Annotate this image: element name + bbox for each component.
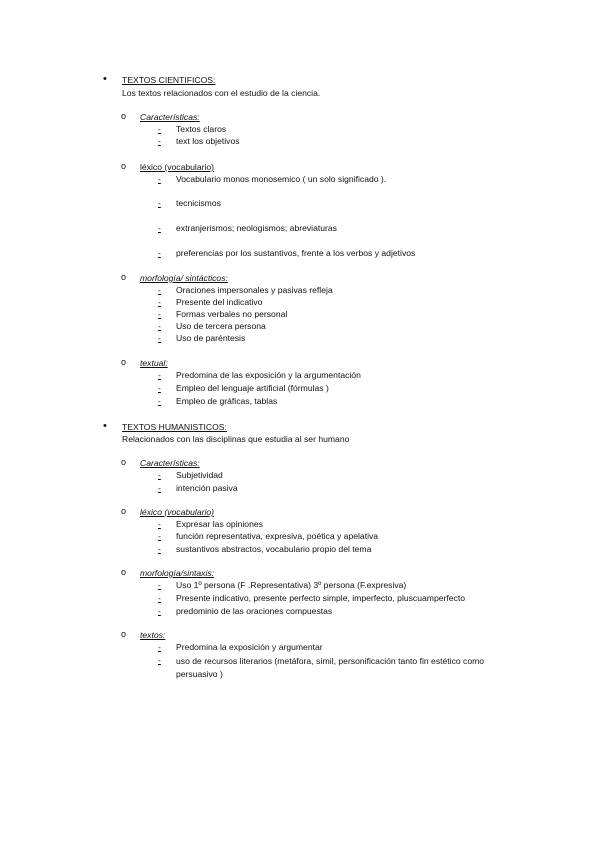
- item-text: Predomina la exposición y argumentar: [176, 642, 323, 652]
- item-text: sustantivos abstractos, vocabulario propio del tema: [176, 544, 372, 554]
- item-marker: -: [158, 531, 161, 541]
- item-text: text los objetivos: [176, 136, 240, 146]
- item-text: Presente indicativo, presente perfecto simple, imperfecto, pluscuamperfecto: [176, 593, 465, 603]
- sub-bullet: o: [121, 272, 127, 282]
- item-marker: -: [158, 223, 161, 233]
- subsection-title: Características:: [140, 458, 200, 468]
- sub-bullet: o: [121, 506, 127, 516]
- sub-bullet: o: [121, 457, 127, 467]
- section-description: Relacionados con las disciplinas que estudia al ser humano: [122, 434, 350, 444]
- item-text: Empleo de gráficas, tablas: [176, 396, 278, 406]
- item-marker: -: [158, 483, 161, 493]
- item-marker: -: [158, 396, 161, 406]
- item-marker: -: [158, 285, 161, 295]
- item-marker: -: [158, 544, 161, 554]
- item-marker: -: [158, 297, 161, 307]
- subsection-title: léxico (vocabulario): [140, 507, 215, 517]
- sub-bullet: o: [121, 111, 127, 121]
- item-marker: -: [158, 248, 161, 258]
- item-text: predominio de las oraciones compuestas: [176, 606, 333, 616]
- subsection-title: léxico (vocabulario): [140, 162, 215, 172]
- item-text: Presente del indicativo: [176, 297, 263, 307]
- item-text: función representativa, expresiva, poética y apelativa: [176, 531, 379, 541]
- item-marker: -: [158, 198, 161, 208]
- sub-bullet: o: [121, 567, 127, 577]
- item-text: Vocabulario monos monosemico ( un solo significado ).: [176, 174, 387, 184]
- item-marker: -: [158, 309, 161, 319]
- item-text: uso de recursos literarios (metáfora, símil, personificación tanto fin estético como persuasivo ): [176, 656, 485, 679]
- item-marker: -: [158, 606, 161, 616]
- item-marker: -: [158, 136, 161, 146]
- section-title: TEXTOS CIENTIFICOS:: [122, 75, 216, 85]
- item-text: Uso de paréntesis: [176, 333, 246, 343]
- item-text: intención pasiva: [176, 483, 238, 493]
- item-text: Textos claros: [176, 124, 227, 134]
- item-marker: -: [158, 321, 161, 331]
- section-description: Los textos relacionados con el estudio de la ciencia.: [122, 88, 321, 98]
- item-text: Predomina de las exposición y la argumentación: [176, 370, 361, 380]
- subsection-title: Características:: [140, 112, 200, 122]
- item-marker: -: [158, 580, 161, 590]
- item-text: Expresar las opiniones: [176, 519, 263, 529]
- subsection-title: morfología/ sintácticos:: [140, 273, 228, 283]
- item-marker: -: [158, 470, 161, 480]
- item-text: Uso de tercera persona: [176, 321, 266, 331]
- item-text: Empleo del lenguaje artificial (fórmulas ): [176, 383, 329, 393]
- subsection-title: textos:: [140, 630, 166, 640]
- section-title: TEXTOS HUMANISTICOS:: [122, 422, 227, 432]
- item-marker: -: [158, 655, 161, 665]
- item-text: Oraciones impersonales y pasivas refleja: [176, 285, 333, 295]
- item-marker: -: [158, 593, 161, 603]
- item-marker: -: [158, 174, 161, 184]
- section-bullet: •: [103, 73, 107, 85]
- subsection-title: morfología/sintaxis:: [140, 568, 215, 578]
- item-text: Subjetividad: [176, 470, 223, 480]
- item-text: Uso 1º persona (F .Representativa) 3º persona (F.expresiva): [176, 580, 407, 590]
- item-text: extranjerismos; neologismos; abreviaturas: [176, 223, 337, 233]
- item-marker: -: [158, 333, 161, 343]
- item-marker: -: [158, 370, 161, 380]
- subsection-title: textual:: [140, 358, 168, 368]
- item-marker: -: [158, 519, 161, 529]
- sub-bullet: o: [121, 629, 127, 639]
- sub-bullet: o: [121, 357, 127, 367]
- item-text: tecnicismos: [176, 198, 221, 208]
- item-text: preferencias por los sustantivos, frente a los verbos y adjetivos: [176, 248, 416, 258]
- section-bullet: •: [103, 420, 107, 432]
- item-marker: -: [158, 383, 161, 393]
- sub-bullet: o: [121, 161, 127, 171]
- item-text: Formas verbales no personal: [176, 309, 288, 319]
- item-marker: -: [158, 124, 161, 134]
- item-marker: -: [158, 642, 161, 652]
